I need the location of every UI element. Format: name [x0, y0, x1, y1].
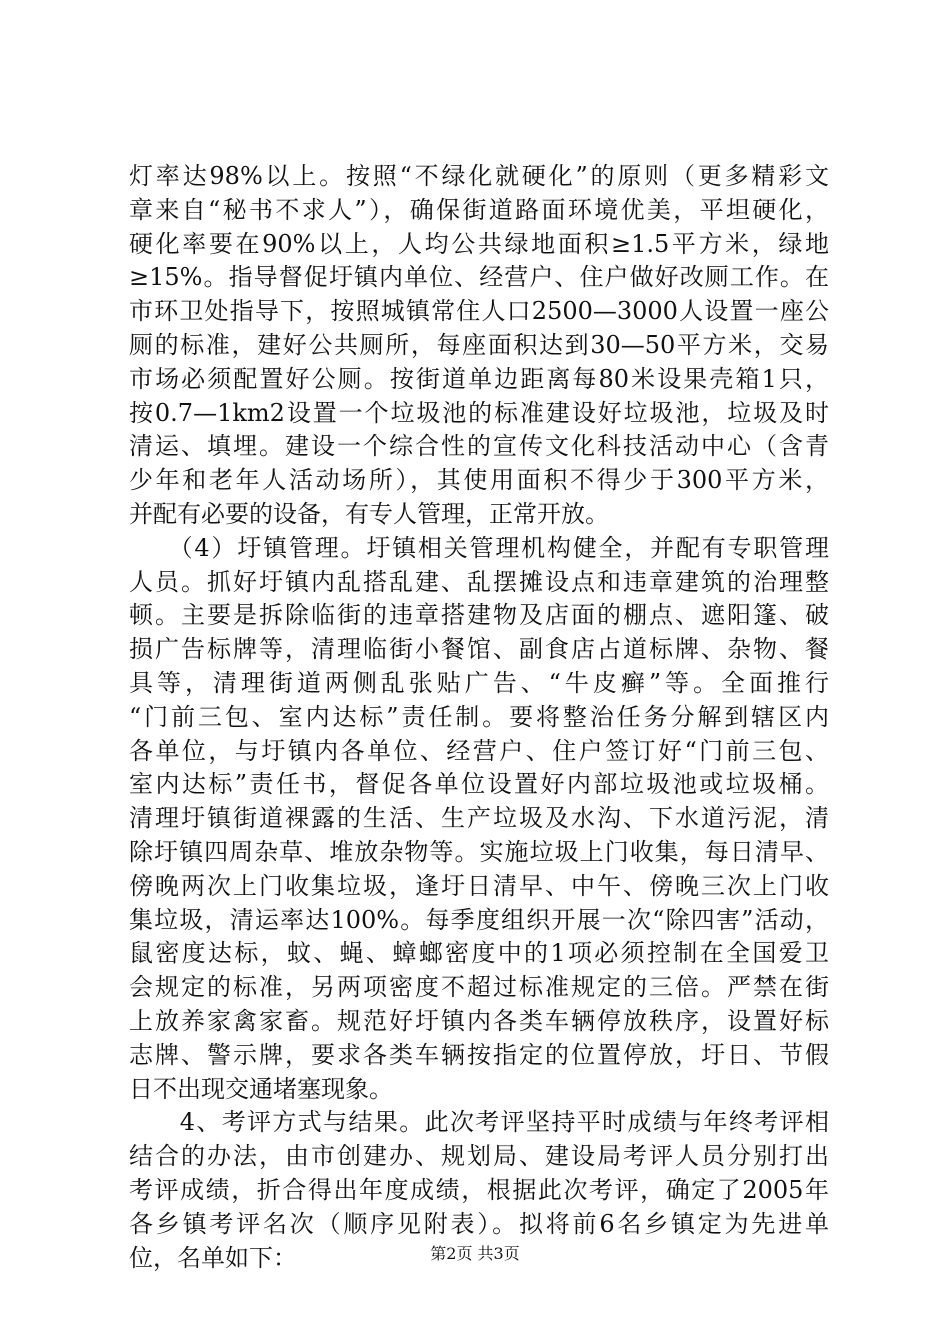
text-line: 会规定的标准，另两项密度不超过标准规定的三倍。严禁在街 [129, 973, 829, 1002]
text-line: 除圩镇四周杂草、堆放杂物等。实施垃圾上门收集，每日清早、 [129, 837, 829, 866]
text-line: 集垃圾，清运率达100%。每季度组织开展一次“除四害”活动， [129, 905, 829, 934]
text-line: 上放养家禽家畜。规范好圩镇内各类车辆停放秩序，设置好标 [129, 1006, 829, 1035]
text-line: （4）圩镇管理。圩镇相关管理机构健全，并配有专职管理 [129, 533, 829, 562]
text-line: 硬化率要在90%以上，人均公共绿地面积≥1.5平方米，绿地 [129, 229, 829, 258]
page-number-footer: 第2页 共3页 [430, 1244, 520, 1263]
text-line: 并配有必要的设备，有专人管理，正常开放。 [129, 499, 609, 528]
text-line: 少年和老年人活动场所），其使用面积不得少于300平方米， [129, 466, 829, 495]
text-line: 损广告标牌等，清理临街小餐馆、副食店占道标牌、杂物、餐 [129, 635, 829, 664]
text-line: 顿。主要是拆除临街的违章搭建物及店面的棚点、遮阳篷、破 [129, 601, 829, 630]
text-line: 具等，清理街道两侧乱张贴广告、“牛皮癣”等。全面推行 [129, 668, 829, 697]
paragraph-1 [129, 160, 829, 532]
text-line: 灯率达98%以上。按照“不绿化就硬化”的原则（更多精彩文 [129, 162, 829, 190]
text-line: 结合的办法，由市创建办、规划局、建设局考评人员分别打出 [129, 1142, 829, 1171]
text-line: 傍晚两次上门收集垃圾，逢圩日清早、中午、傍晚三次上门收 [129, 871, 829, 900]
text-line: 厕的标准，建好公共厕所，每座面积达到30—50平方米，交易 [129, 330, 829, 359]
paragraph-2 [129, 532, 829, 1107]
text-line: 清理圩镇街道裸露的生活、生产垃圾及水沟、下水道污泥，清 [129, 804, 829, 833]
text-line: ≥15%。指导督促圩镇内单位、经营户、住户做好改厕工作。在 [129, 263, 829, 292]
text-line: 考评成绩，折合得出年度成绩，根据此次考评，确定了2005年 [129, 1175, 829, 1204]
text-line: 日不出现交通堵塞现象。 [129, 1074, 393, 1103]
text-line: 鼠密度达标，蚊、蝇、蟑螂密度中的1项必须控制在全国爱卫 [129, 939, 829, 968]
text-line: 按0.7—1km2设置一个垃圾池的标准建设好垃圾池，垃圾及时 [129, 398, 829, 427]
text-line: “门前三包、室内达标”责任制。要将整治任务分解到辖区内 [129, 702, 829, 731]
document-body [129, 160, 829, 1275]
text-line: 清运、填埋。建设一个综合性的宣传文化科技活动中心（含青 [129, 432, 829, 461]
text-line: 人员。抓好圩镇内乱搭乱建、乱摆摊设点和违章建筑的治理整 [129, 567, 829, 596]
text-line: 志牌、警示牌，要求各类车辆按指定的位置停放，圩日、节假 [129, 1040, 829, 1069]
text-line: 4、考评方式与结果。此次考评坚持平时成绩与年终考评相 [129, 1108, 829, 1137]
text-line: 各单位，与圩镇内各单位、经营户、住户签订好“门前三包、 [129, 736, 829, 765]
text-line: 章来自“秘书不求人”），确保街道路面环境优美，平坦硬化， [129, 195, 829, 224]
text-line: 各乡镇考评名次（顺序见附表）。拟将前6名乡镇定为先进单 [129, 1209, 829, 1238]
text-line: 位，名单如下： [129, 1243, 297, 1272]
text-line: 市环卫处指导下，按照城镇常住人口2500—3000人设置一座公 [129, 297, 829, 326]
text-line: 市场必须配置好公厕。按街道单边距离每80米设果壳箱1只， [129, 364, 829, 393]
text-line: 室内达标”责任书，督促各单位设置好内部垃圾池或垃圾桶。 [129, 770, 829, 799]
